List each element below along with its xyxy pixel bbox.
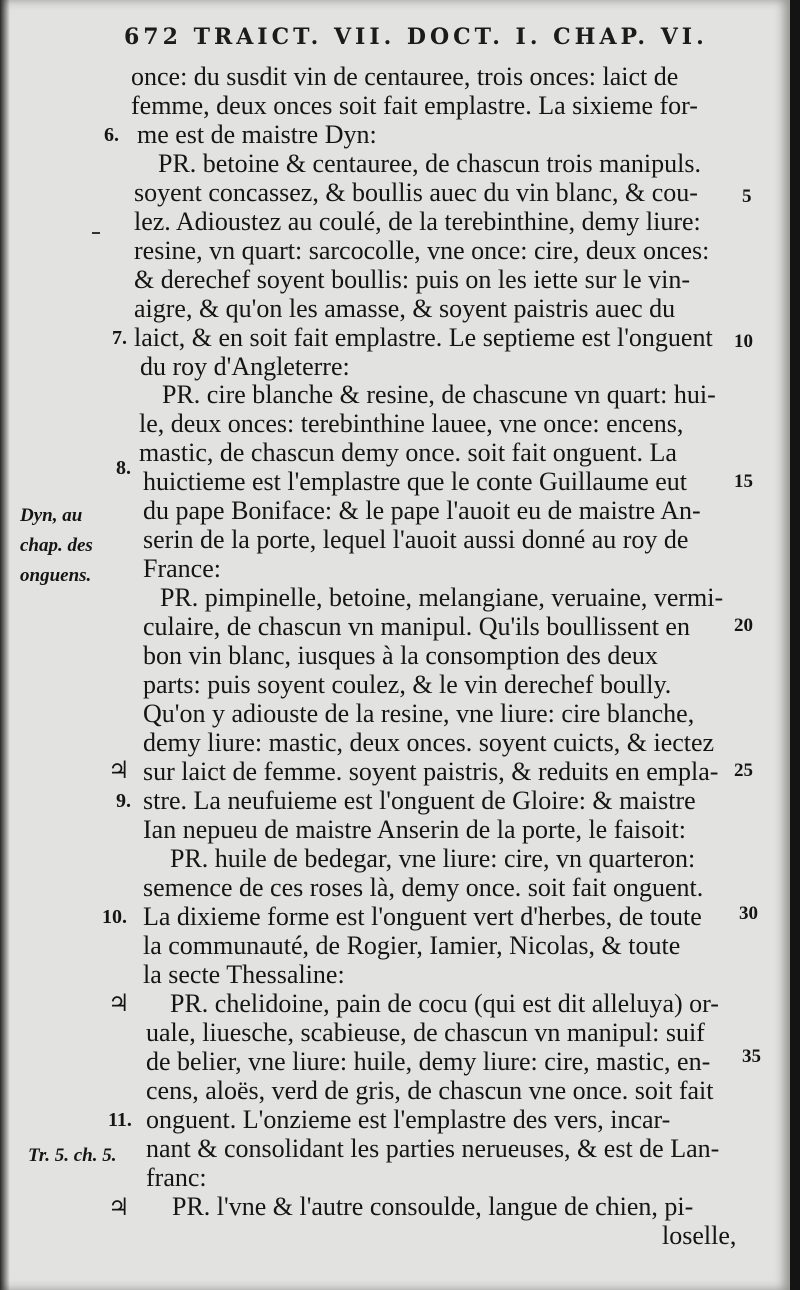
text-line: cens, aloës, verd de gris, de chascun vne once. soit fait bbox=[146, 1076, 714, 1105]
line-count-number: 10 bbox=[734, 331, 753, 352]
section-number: 9. bbox=[116, 790, 131, 812]
text-line: uale, liuesche, scabieuse, de chascun vn manipul: suif bbox=[146, 1018, 705, 1047]
text-line: PR. betoine & centauree, de chascun trois manipuls. bbox=[158, 149, 701, 178]
margin-note: onguens. bbox=[20, 565, 92, 586]
text-line: me est de maistre Dyn: bbox=[137, 120, 377, 149]
text-line: France: bbox=[143, 554, 221, 583]
text-line: du pape Boniface: & le pape l'auoit eu de maistre An- bbox=[143, 496, 701, 525]
text-line: sur laict de femme. soyent paistris, & reduits en empla- bbox=[143, 757, 719, 786]
margin-note: Tr. 5. ch. 5. bbox=[28, 1145, 117, 1166]
text-line: PR. cire blanche & resine, de chascune vn quart: hui- bbox=[162, 380, 716, 409]
text-line: onguent. L'onzieme est l'emplastre des vers, incar- bbox=[146, 1105, 671, 1134]
line-count-number: 30 bbox=[739, 903, 758, 924]
text-line: stre. La neufuieme est l'onguent de Gloire: & maistre bbox=[143, 786, 696, 815]
text-line: huictieme est l'emplastre que le conte Guillaume eut bbox=[143, 467, 687, 496]
text-line: La dixieme forme est l'onguent vert d'herbes, de toute bbox=[143, 902, 702, 931]
line-count-number: 20 bbox=[734, 615, 753, 636]
text-line: bon vin blanc, iusques à la consomption des deux bbox=[143, 641, 658, 670]
jupiter-symbol-icon: ♃ bbox=[108, 756, 130, 784]
jupiter-symbol-icon: ♃ bbox=[108, 1193, 130, 1221]
text-line: PR. huile de bedegar, vne liure: cire, vn quarteron: bbox=[170, 844, 696, 873]
margin-note: Dyn, au bbox=[20, 505, 83, 526]
text-line: resine, vn quart: sarcocolle, vne once: cire, deux onces: bbox=[134, 236, 710, 265]
text-line: & derechef soyent boullis: puis on les iette sur le vin- bbox=[134, 265, 690, 294]
text-line: Ian nepueu de maistre Anserin de la porte, le faisoit: bbox=[143, 815, 686, 844]
margin-dash bbox=[92, 232, 100, 234]
text-line: once: du susdit vin de centauree, trois onces: laict de bbox=[131, 62, 679, 91]
text-line: demy liure: mastic, deux onces. soyent cuicts, & iectez bbox=[143, 728, 715, 757]
text-line: de belier, vne liure: huile, demy liure: cire, mastic, en- bbox=[146, 1047, 711, 1076]
text-line: semence de ces roses là, demy once. soit fait onguent. bbox=[143, 873, 704, 902]
text-line: du roy d'Angleterre: bbox=[140, 352, 350, 381]
section-number: 6. bbox=[104, 124, 119, 146]
text-line: le, deux onces: terebinthine lauee, vne once: encens, bbox=[139, 409, 684, 438]
jupiter-symbol-icon: ♃ bbox=[108, 989, 130, 1017]
section-number: 7. bbox=[112, 327, 127, 349]
text-line: aigre, & qu'on les amasse, & soyent paistris auec du bbox=[134, 294, 676, 323]
text-line: PR. l'vne & l'autre consoulde, langue de chien, pi- bbox=[172, 1192, 694, 1221]
section-number: 11. bbox=[108, 1109, 132, 1131]
text-line: la communauté, de Rogier, Iamier, Nicolas, & toute bbox=[143, 931, 681, 960]
text-line: femme, deux onces soit fait emplastre. La sixieme for- bbox=[131, 91, 698, 120]
margin-note: chap. des bbox=[20, 535, 93, 556]
section-number: 10. bbox=[102, 906, 127, 928]
text-line: mastic, de chascun demy once. soit fait onguent. La bbox=[139, 438, 677, 467]
text-line: PR. chelidoine, pain de cocu (qui est dit alleluya) or- bbox=[170, 989, 719, 1018]
text-line: nant & consolidant les parties nerueuses, & est de Lan- bbox=[146, 1134, 720, 1163]
line-count-number: 5 bbox=[742, 186, 752, 207]
line-count-number: 25 bbox=[734, 760, 753, 781]
section-number: 8. bbox=[116, 457, 131, 479]
running-header: 672 TRAICT. VII. DOCT. I. CHAP. VI. bbox=[124, 24, 708, 50]
text-line: soyent concassez, & boullis auec du vin blanc, & cou- bbox=[134, 178, 698, 207]
line-count-number: 35 bbox=[742, 1046, 761, 1067]
text-line: parts: puis soyent coulez, & le vin derechef boully. bbox=[143, 670, 672, 699]
text-line: serin de la porte, lequel l'auoit aussi donné au roy de bbox=[143, 525, 689, 554]
text-line: franc: bbox=[146, 1163, 207, 1192]
line-count-number: 15 bbox=[734, 471, 753, 492]
text-line: culaire, de chascun vn manipul. Qu'ils boullissent en bbox=[143, 612, 690, 641]
text-line: lez. Adioustez au coulé, de la terebinthine, demy liure: bbox=[134, 207, 701, 236]
text-line: PR. pimpinelle, betoine, melangiane, veruaine, vermi- bbox=[160, 583, 724, 612]
text-line: la secte Thessaline: bbox=[143, 960, 345, 989]
text-line: loselle, bbox=[662, 1221, 737, 1250]
text-line: laict, & en soit fait emplastre. Le septieme est l'onguent bbox=[134, 323, 713, 352]
text-line: Qu'on y adiouste de la resine, vne liure: cire blanche, bbox=[143, 699, 695, 728]
